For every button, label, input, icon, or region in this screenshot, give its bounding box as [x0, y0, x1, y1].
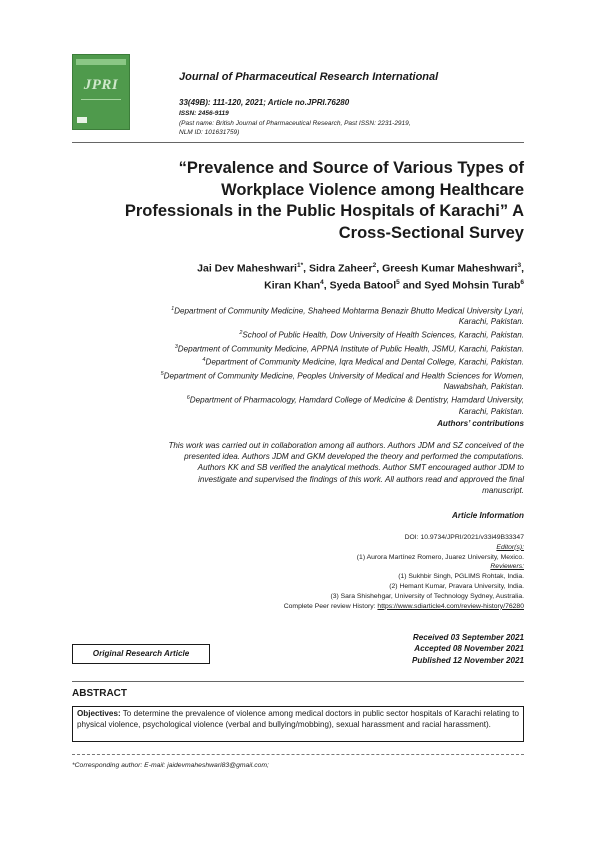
footnote-divider: [72, 754, 524, 755]
article-type-box: Original Research Article: [72, 644, 210, 664]
contributions-text: [72, 440, 524, 496]
affiliation-line: [72, 304, 524, 317]
affiliation-sup: 2: [239, 330, 243, 337]
author-name: Jai Dev Maheshwari: [197, 262, 297, 275]
title-line: Workplace Violence among Healthcare: [221, 180, 524, 199]
article-info: [72, 533, 524, 611]
affiliation-text: Department of Community Medicine, APPNA Institute of Public Health, JSMU, Karachi, Pakistan.: [177, 344, 524, 354]
date-published: Published 12 November 2021: [411, 655, 524, 665]
journal-cover-image: [72, 54, 130, 130]
author-affil-sup: 3: [517, 262, 522, 269]
author-name: Kiran Khan: [264, 279, 321, 292]
author-separator: ,: [376, 262, 383, 275]
article-info-heading: Article Information: [452, 511, 524, 520]
title-line: Professionals in the Public Hospitals of Karachi” A: [124, 202, 524, 220]
author-line: [72, 259, 524, 276]
cover-band: [76, 59, 126, 65]
abstract-objectives-box: [72, 706, 524, 742]
peer-review-label: Complete Peer review History:: [283, 602, 378, 610]
author-separator: ,: [323, 279, 330, 292]
abstract-divider: [72, 681, 524, 682]
publication-dates: [300, 632, 524, 666]
affiliation-text: Department of Pharmacology, Hamdard College of Medicine & Dentistry, Hamdard University,: [189, 395, 524, 405]
header-divider: [72, 142, 524, 143]
reviewer-entry: (2) Hemant Kumar, Pravara University, India.: [389, 582, 524, 590]
contributions-line: presented idea. Authors JDM and GKM developed the theory and performed the computations.: [184, 452, 524, 462]
volume-line: 33(49B): 111-120, 2021; Article no.JPRI.76280: [179, 98, 350, 107]
author-affil-sup: 2: [372, 262, 377, 269]
issn-line: ISSN: 2456-9119: [179, 110, 229, 117]
title-line: Cross-Sectional Survey: [338, 223, 524, 242]
affiliation-line: [72, 328, 524, 341]
author-name: Syed Mohsin Turab: [424, 279, 521, 292]
author-affil-sup: 5: [396, 279, 400, 286]
editors-label: Editor(s):: [496, 543, 524, 551]
affiliation-line: [72, 393, 524, 406]
author-separator: ,: [521, 262, 524, 275]
affiliation-sup: 1: [171, 306, 175, 312]
peer-review-history: [72, 602, 524, 612]
corresponding-author-footnote: *Corresponding author: E-mail: jaidevmaheshwari83@gmail.com;: [72, 762, 269, 769]
journal-name: Journal of Pharmaceutical Research International: [179, 71, 439, 83]
reviewer-entry: (3) Sara Shishehgar, University of Technology Sydney, Australia.: [330, 592, 524, 600]
affiliation-text: Department of Community Medicine, Shaheed Mohtarma Benazir Bhutto Medical University Lyari,: [174, 306, 524, 316]
author-affil-sup: 1*: [296, 262, 304, 269]
objectives-text: To determine the prevalence of violence among medical doctors in public sector hospitals of Karachi relating to physical violence, psychological violence (verbal and bullying/mobbing), sexual harassment and racial harassment).: [77, 709, 519, 729]
author-line: [72, 276, 524, 293]
editor-entry: (1) Aurora Martínez Romero, Juarez University, Mexico.: [356, 553, 524, 561]
reviewer-entry: (1) Sukhbir Singh, PGLIMS Rohtak, India.: [398, 573, 524, 581]
contributions-line: manuscript.: [482, 485, 524, 495]
doi: DOI: 10.9734/JPRI/2021/v33i49B33347: [404, 534, 524, 541]
affiliation-line: [72, 369, 524, 382]
contributions-heading: Authors’ contributions: [437, 419, 524, 428]
abstract-heading: ABSTRACT: [72, 688, 127, 699]
contributions-line: Authors KK and SB verified the analytical methods. Author SMT encouraged author JDM to: [197, 463, 524, 473]
journal-cover-logo: JPRI: [83, 77, 119, 93]
author-separator: ,: [303, 262, 309, 275]
peer-review-link[interactable]: https://www.sdiarticle4.com/review-history/76280: [377, 602, 524, 610]
title-line: “Prevalence and Source of Various Types of: [178, 159, 524, 177]
reviewers-label: Reviewers:: [490, 563, 524, 571]
date-accepted: Accepted 08 November 2021: [414, 644, 524, 654]
author-separator: and: [399, 279, 425, 292]
author-affil-sup: 4: [320, 279, 324, 286]
objectives-label: Objectives:: [77, 709, 121, 718]
affiliation-text: Department of Community Medicine, Iqra Medical and Dental College, Karachi, Pakistan.: [205, 357, 524, 367]
affiliation-line: [72, 342, 524, 355]
affiliation-sup: 5: [160, 370, 164, 377]
affiliation-list: [72, 304, 524, 417]
past-name-line-2: NLM ID: 101631759): [179, 129, 240, 136]
affiliation-line: [72, 355, 524, 368]
affiliation-sup: 4: [202, 357, 206, 364]
cover-rule: [81, 99, 121, 100]
date-received: Received 03 September 2021: [412, 633, 524, 642]
author-list: [72, 259, 524, 293]
contributions-line: This work was carried out in collaboration among all authors. Authors JDM and SZ conceived of the: [168, 441, 524, 450]
affiliation-sup: 6: [186, 395, 190, 402]
author-affil-sup: 6: [520, 279, 524, 286]
author-name: Sidra Zaheer: [308, 262, 373, 275]
affiliation-text: School of Public Health, Dow University of Health Sciences, Karachi, Pakistan.: [242, 330, 524, 340]
affiliation-line: Karachi, Pakistan.: [458, 317, 524, 327]
cover-barcode: [77, 117, 87, 123]
affiliation-line: Karachi, Pakistan.: [458, 406, 524, 416]
author-name: Greesh Kumar Maheshwari: [382, 262, 518, 275]
paper-title: [72, 158, 524, 244]
affiliation-line: Nawabshah, Pakistan.: [443, 382, 524, 392]
past-name-line-1: (Past name: British Journal of Pharmaceutical Research, Past ISSN: 2231-2919,: [179, 120, 411, 127]
author-name: Syeda Batool: [329, 279, 397, 292]
affiliation-sup: 3: [174, 343, 178, 350]
affiliation-text: Department of Community Medicine, Peoples University of Medical and Health Sciences for Women,: [163, 371, 524, 381]
contributions-line: investigate and supervised the findings of this work. All authors read and approved the final: [198, 474, 524, 484]
